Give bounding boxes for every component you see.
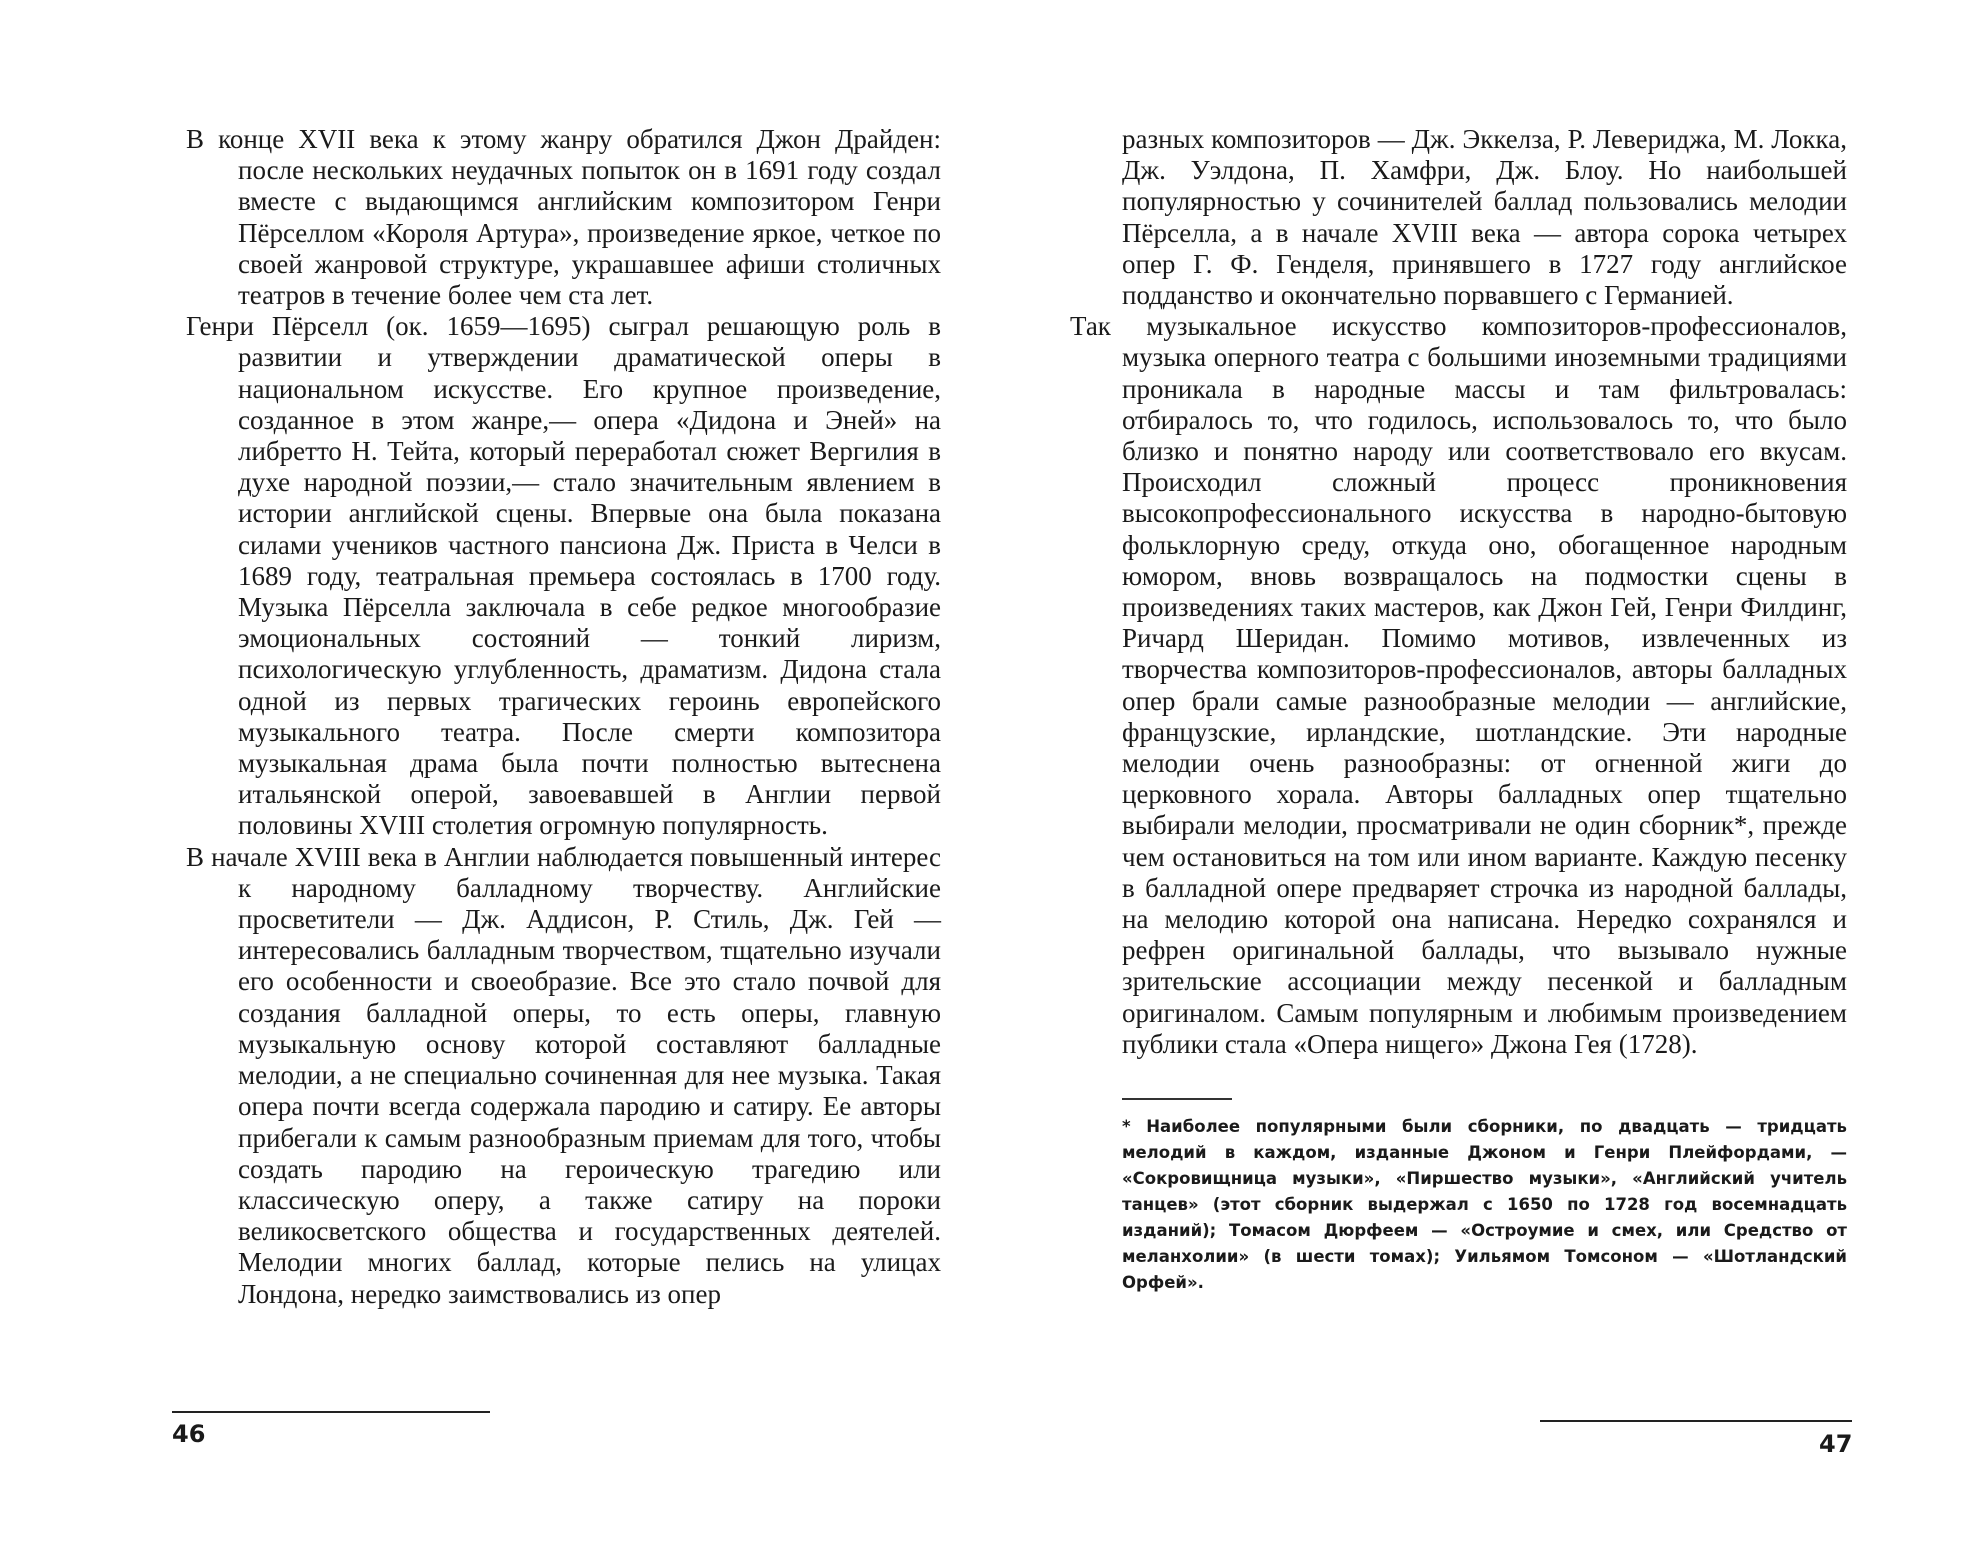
paragraph-ballad-opera: В начале XVIII века в Англии наблюдается повышенный интерес к народному балладному творчеству. Английские просветители — Дж. Аддисон, Р. Стиль, Дж. Гей — интересовались балладным творчеством, тщательно изучали его особенности и своеобразие. Все это стало почвой для создания балладной оперы, то есть оперы, главную музыкальную основу которой составляют балладные мелодии, а не специально сочиненная для нее музыка. Такая опера почти всегда содержала пародию и сатиру. Ее авторы прибегали к самым разнообразным приемам для того, чтобы создать пародию на героическую трагедию или классическую оперу, а также сатиру на пороки великосветского общества и государственных деятелей. Мелодии многих баллад, которые пелись на улицах Лондона, нередко заимствовались из опер <box>186 841 941 1309</box>
page-footer-rule <box>1540 1420 1852 1422</box>
page-number: 46 <box>172 1420 206 1448</box>
paragraph-purcell: Генри Пёрселл (ок. 1659—1695) сыграл решающую роль в развитии и утверждении драматической оперы в национальном искусстве. Его крупное произведение, созданное в этом жанре,— опера «Дидона и Эней» на либретто Н. Тейта, который переработал сюжет Вергилия в духе народной поэзии,— стало значительным явлением в истории английской сцены. Впервые она была показана силами учеников частного пансиона Дж. Приста в Челси в 1689 году, театральная премьера состоялась в 1700 году. Музыка Пёрселла заключала в себе редкое многообразие эмоциональных состояний — тонкий лиризм, психологическую углубленность, драматизм. Дидона стала одной из первых трагических героинь европейского музыкального театра. После смерти композитора музыкальная драма была почти полностью вытеснена итальянской оперой, завоевавшей в Англии первой половины XVIII столетия огромную популярность. <box>186 311 941 841</box>
footnote-divider <box>1122 1098 1232 1100</box>
paragraph-dryden: В конце XVII века к этому жанру обратился Джон Драйден: после нескольких неудачных попыток он в 1691 году создал вместе с выдающимся английским композитором Генри Пёрселлом «Короля Артура», произведение яркое, четкое по своей жанровой структуре, украшавшее афиши столичных театров в течение более чем ста лет. <box>186 124 941 311</box>
left-page <box>0 0 992 1558</box>
paragraph-continuation: разных композиторов — Дж. Эккелза, Р. Левериджа, М. Локка, Дж. Уэлдона, П. Хамфри, Дж. Блоу. Но наибольшей популярностью у сочинителей баллад пользовались мелодии Пёрселла, а в начале XVIII века — автора сорока четырех опер Г. Ф. Генделя, принявшего в 1727 году английское подданство и окончательно порвавшего с Германией. <box>1122 124 1847 311</box>
footnote: * Наиболее популярными были сборники, по двадцать — тридцать мелодий в каждом, изданные Джоном и Генри Плейфордами, — «Сокровищница музыки», «Пиршество музыки», «Английский учитель танцев» (этот сборник выдержал с 1650 по 1728 год восемнадцать изданий); Томасом Дюрфеем — «Остроумие и смех, или Средство от меланхолии» (в шести томах); Уильямом Томсоном — «Шотландский Орфей». <box>1122 1117 1847 1293</box>
page-footer-rule <box>172 1411 490 1413</box>
page-number: 47 <box>1819 1430 1853 1458</box>
paragraph-professional-music: Так музыкальное искусство композиторов-профессионалов, музыка оперного театра с большими иноземными традициями проникала в народные массы и там фильтровалась: отбиралось то, что годилось, использовалось то, что было близко и понятно народу или соответствовало его вкусам. Происходил сложный процесс проникновения высокопрофессионального искусства в народно-бытовую фольклорную среду, откуда оно, обогащенное народным юмором, вновь возвращалось на подмостки сцены в произведениях таких мастеров, как Джон Гей, Генри Филдинг, Ричард Шеридан. Помимо мотивов, извлеченных из творчества композиторов-профессионалов, авторы балладных опер брали самые разнообразные мелодии — английские, французские, ирландские, шотландские. Эти народные мелодии очень разнообразны: от огненной жиги до церковного хорала. Авторы балладных опер тщательно выбирали мелодии, просматривали не один сборник*, прежде чем остановиться на том или ином варианте. Каждую песенку в балладной опере предваряет строчка из народной баллады, на мелодию которой она написана. Нередко сохранялся и рефрен оригинальной баллады, что вызывало нужные зрительские ассоциации между песенкой и балладным оригиналом. Самым популярным и любимым произведением публики стала «Опера нищего» Джона Гея (1728). <box>1070 311 1847 1059</box>
right-text-column <box>1070 124 1847 1296</box>
left-text-column <box>186 124 941 1310</box>
right-page <box>992 0 1985 1558</box>
